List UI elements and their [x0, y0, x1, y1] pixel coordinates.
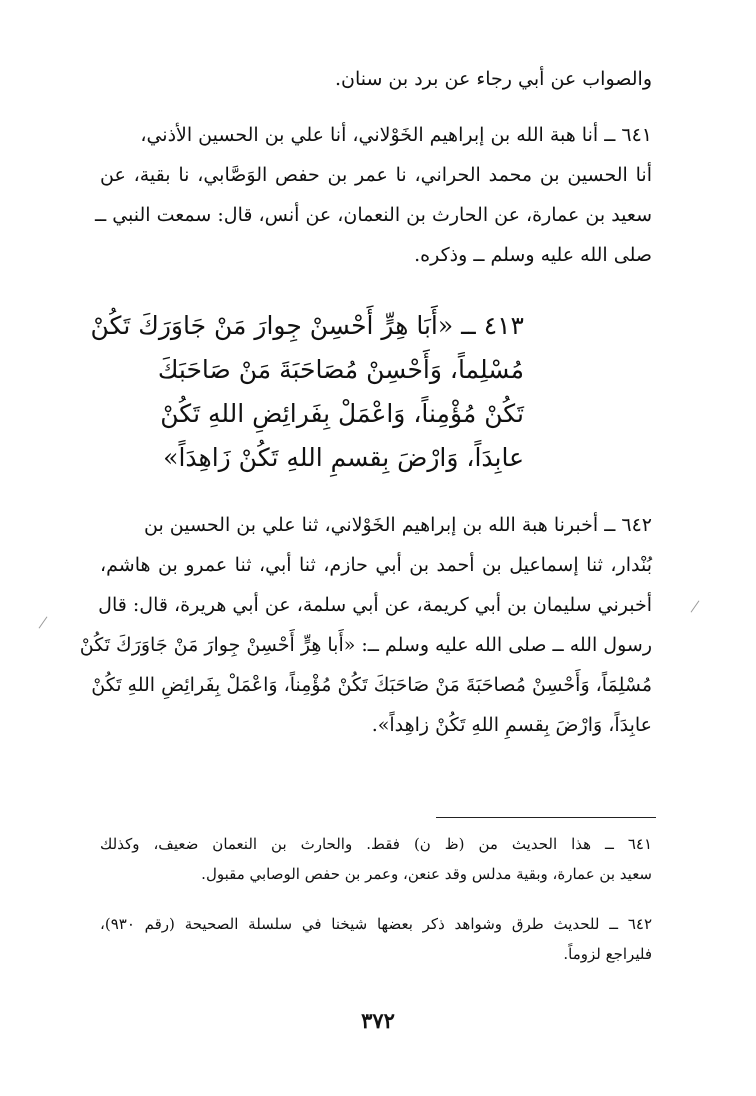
entry-642-line: بُنْدار، ثنا إسماعيل بن أحمد بن أبي حازم، ثنا أبي، ثنا عمرو بن هاشم، — [100, 554, 652, 576]
hadith-413-line: تَكُنْ مُؤْمِناً، وَاعْمَلْ بِفَرائِضِ اللهِ تَكُنْ — [160, 399, 524, 428]
hadith-413-line: مُسْلِماً، وَأَحْسِنْ مُصَاحَبَةَ مَنْ صَاحَبَكَ — [157, 355, 524, 384]
entry-641-line: ٦٤١ ــ أنا هبة الله بن إبراهيم الخَوْلاني، أنا علي بن الحسين الأذني، — [140, 124, 652, 146]
entry-641-line: أنا الحسين بن محمد الحراني، نا عمر بن حفص الوَصَّابي، نا بقية، عن — [100, 164, 652, 186]
footnote-642-line: ٦٤٢ ــ للحديث طرق وشواهد ذكر بعضها شيخنا في سلسلة الصحيحة (رقم ٩٣٠)، — [100, 915, 652, 933]
entry-642-line: مُسْلِمَاً، وَأَحْسِنْ مُصاحَبَةَ مَنْ صَاحَبَكَ تَكُنْ مُؤْمِناً، وَاعْمَلْ بِفَرائِضِ اللهِ تَكُنْ — [91, 674, 652, 696]
footnote-642-line: فليراجع لزوماً. — [563, 945, 652, 963]
page-number: ٣٧٢ — [361, 1008, 395, 1033]
entry-642-line: رسول الله ــ صلى الله عليه وسلم ــ: «أَبا هِرٍّ أَحْسِنْ جِوارَ مَنْ جَاوَرَكَ تَكُنْ — [79, 634, 652, 656]
hadith-413-line: عابِدَاً، وَارْضَ بِقسمِ اللهِ تَكُنْ زَاهِدَاً» — [163, 443, 524, 472]
entry-641-line: سعيد بن عمارة، عن الحارث بن النعمان، عن أنس، قال: سمعت النبي ــ — [95, 204, 652, 226]
continuation-line: والصواب عن أبي رجاء عن برد بن سنان. — [334, 68, 652, 90]
entry-642-line: أخبرني سليمان بن أبي كريمة، عن أبي سلمة، عن أبي هريرة، قال: قال — [98, 594, 652, 616]
entry-642-line: ٦٤٢ ــ أخبرنا هبة الله بن إبراهيم الخَوْلاني، ثنا علي بن الحسين بن — [143, 514, 652, 536]
hadith-413-line: ٤١٣ ــ «أَبَا هِرٍّ أَحْسِنْ جِوارَ مَنْ جَاوَرَكَ تَكُنْ — [90, 311, 524, 340]
entry-642-line: عابِدَاً، وَارْضَ بِقسمِ اللهِ تَكُنْ زاهِداً». — [371, 714, 652, 736]
scan-mark — [39, 616, 48, 628]
footnote-separator — [436, 817, 656, 818]
entry-641-line: صلى الله عليه وسلم ــ وذكره. — [414, 244, 652, 266]
scan-mark — [691, 600, 700, 612]
footnote-641-line: سعيد بن عمارة، وبقية مدلس وقد عنعن، وعمر بن حفص الوصابي مقبول. — [201, 865, 652, 883]
footnote-641-line: ٦٤١ ــ هذا الحديث من (ظ ن) فقط. والحارث بن النعمان ضعيف، وكذلك — [100, 835, 652, 853]
